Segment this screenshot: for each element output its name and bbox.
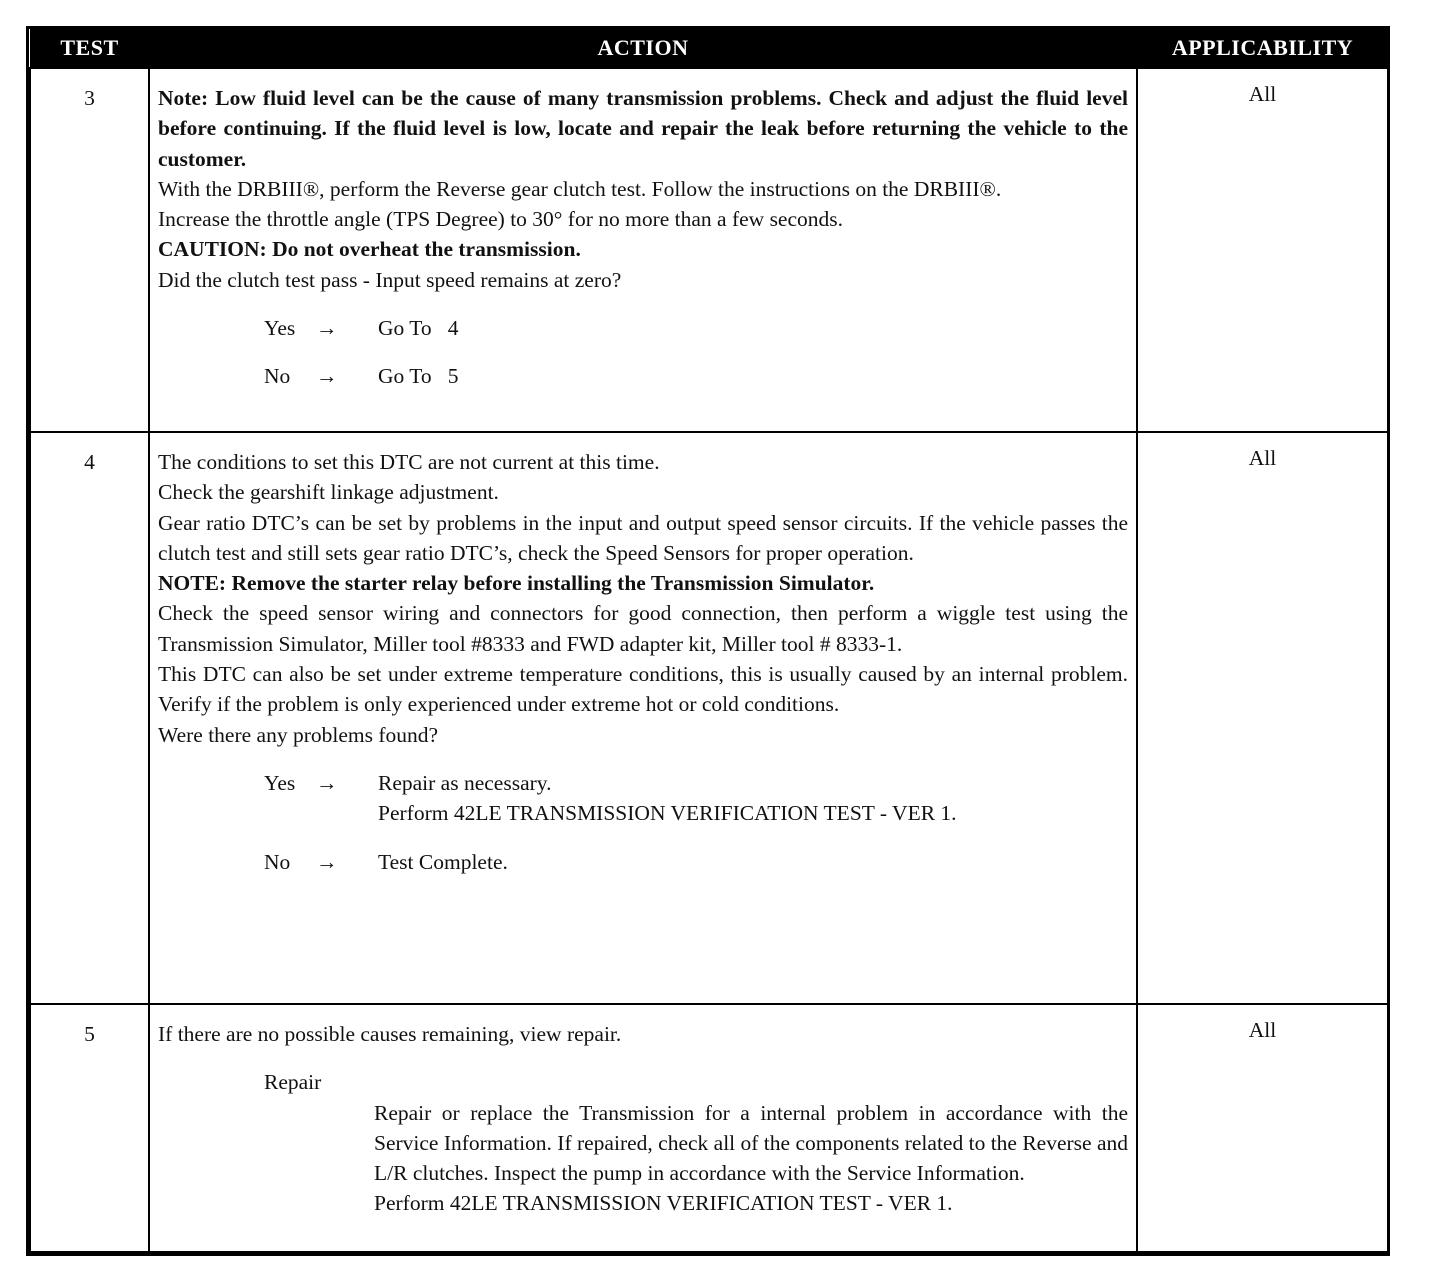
- arrow-icon: →: [316, 364, 338, 389]
- action-cell: [149, 432, 1137, 1004]
- no-result: Test Complete.: [378, 849, 508, 874]
- yes-label: Yes: [264, 316, 296, 341]
- table-header-row: [30, 29, 1388, 68]
- note-text: NOTE: Remove the starter relay before installing the Transmission Simulator.: [158, 571, 875, 596]
- question-text: Were there any problems found?: [158, 722, 439, 747]
- yes-result: [378, 768, 957, 829]
- caution-text: CAUTION: Do not overheat the transmission.: [158, 237, 581, 262]
- arrow-icon: →: [316, 770, 338, 795]
- action-cell: [149, 1004, 1137, 1252]
- table-row: [30, 1004, 1388, 1252]
- test-number: 5: [30, 1004, 149, 1252]
- diagnostic-test-table: [26, 26, 1390, 1256]
- header-action: ACTION: [149, 29, 1137, 68]
- action-cell: [149, 68, 1137, 432]
- no-branch: [264, 847, 508, 877]
- no-label: No: [264, 849, 291, 874]
- yes-result: Go To 4: [378, 316, 459, 341]
- repair-final: Perform 42LE TRANSMISSION VERIFICATION TEST - VER 1.: [374, 1191, 953, 1216]
- repair-text: Repair or replace the Transmission for a internal problem in accordance with the Service Information. If repaired, check all of the components related to the Reverse and L/R clutches. Inspect the pump in accordance with the Service Information.: [374, 1100, 1128, 1186]
- no-label: No: [264, 364, 291, 389]
- note-text: Note: Low fluid level can be the cause of many transmission problems. Check and adjust the fluid level before continuing. If the fluid level is low, locate and repair the leak before returning the vehicle to the customer.: [158, 86, 1128, 171]
- instruction-text: The conditions to set this DTC are not current at this time.: [158, 450, 660, 474]
- arrow-icon: →: [316, 316, 338, 341]
- applicability-cell: All: [1137, 432, 1388, 1004]
- instruction-text: With the DRBIII®, perform the Reverse gear clutch test. Follow the instructions on the DRBIII®.: [158, 176, 1002, 201]
- applicability-cell: All: [1137, 1004, 1388, 1252]
- applicability-cell: All: [1137, 68, 1388, 432]
- header-applicability: APPLICABILITY: [1137, 29, 1388, 68]
- yes-result-line: Repair as necessary.: [378, 770, 552, 795]
- yes-label: Yes: [264, 770, 296, 795]
- instruction-text: Check the speed sensor wiring and connectors for good connection, then perform a wiggle test using the Transmission Simulator, Miller tool #8333 and FWD adapter kit, Miller tool # 8333-1.: [158, 601, 1128, 656]
- instruction-text: Check the gearshift linkage adjustment.: [158, 480, 499, 505]
- no-branch: [264, 361, 459, 391]
- table-row: [30, 68, 1388, 432]
- instruction-text: If there are no possible causes remaining, view repair.: [158, 1022, 622, 1046]
- yes-result-line: Perform 42LE TRANSMISSION VERIFICATION TEST - VER 1.: [378, 801, 957, 826]
- header-test: TEST: [30, 29, 149, 68]
- table-row: [30, 432, 1388, 1004]
- arrow-icon: →: [316, 849, 338, 874]
- instruction-text: This DTC can also be set under extreme temperature conditions, this is usually caused by an internal problem. Verify if the problem is only experienced under extreme hot or cold conditions.: [158, 662, 1128, 717]
- no-result: Go To 5: [378, 364, 459, 389]
- instruction-text: Increase the throttle angle (TPS Degree) to 30° for no more than a few seconds.: [158, 207, 844, 232]
- instruction-text: Gear ratio DTC’s can be set by problems in the input and output speed sensor circuits. If the vehicle passes the clutch test and still sets gear ratio DTC’s, check the Speed Sensors for proper operation.: [158, 510, 1128, 565]
- question-text: Did the clutch test pass - Input speed remains at zero?: [158, 267, 622, 292]
- yes-branch: [264, 768, 957, 829]
- test-number: 3: [30, 68, 149, 432]
- test-number: 4: [30, 432, 149, 1004]
- repair-label: Repair: [264, 1070, 322, 1095]
- yes-branch: [264, 313, 459, 343]
